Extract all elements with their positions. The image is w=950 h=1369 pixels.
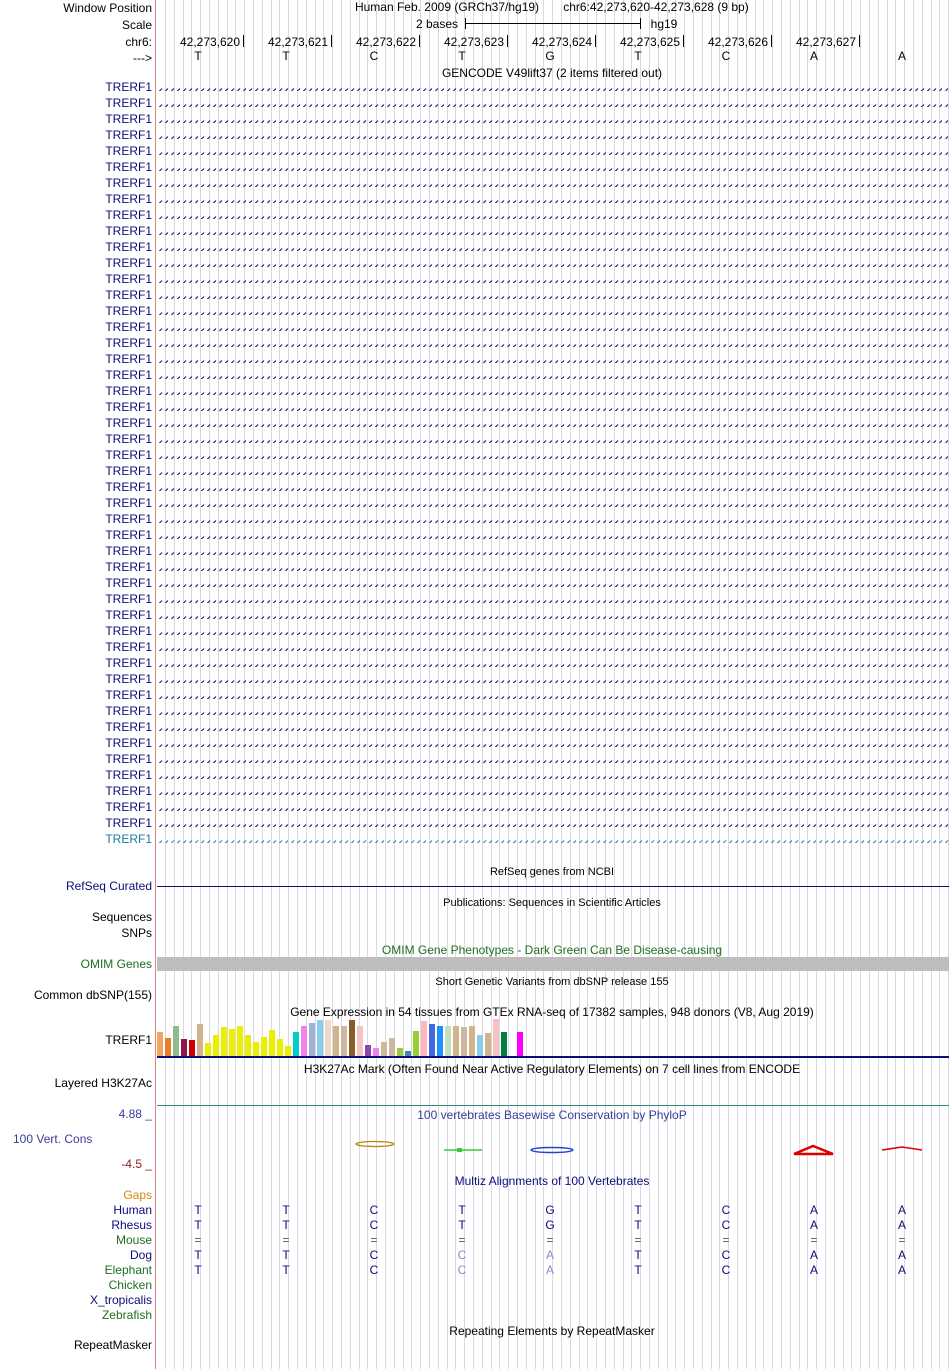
- gencode-transcript-arrow[interactable]: [157, 404, 949, 411]
- gencode-gene-label[interactable]: TRERF1: [105, 432, 152, 446]
- gtex-tissue-bar[interactable]: [317, 1020, 323, 1056]
- coordinate-label: 42,273,626: [707, 35, 769, 49]
- gtex-tissue-bar[interactable]: [157, 1032, 163, 1056]
- multiz-base: A: [897, 1218, 907, 1232]
- gtex-tissue-bar[interactable]: [389, 1038, 395, 1056]
- gencode-transcript-arrow[interactable]: [157, 116, 949, 123]
- gtex-tissue-bar[interactable]: [205, 1043, 211, 1056]
- gtex-tissue-bar[interactable]: [253, 1042, 259, 1056]
- gencode-gene-label[interactable]: TRERF1: [105, 160, 152, 174]
- coordinate-tick: [419, 35, 420, 47]
- multiz-base: A: [897, 1203, 907, 1217]
- coordinate-label: 42,273,623: [443, 35, 505, 49]
- gencode-transcript-arrow[interactable]: [157, 196, 949, 203]
- gtex-tissue-bar[interactable]: [309, 1023, 315, 1056]
- multiz-base: T: [634, 1218, 642, 1232]
- assembly-label: Human Feb. 2009 (GRCh37/hg19): [354, 0, 540, 14]
- gtex-tissue-bar[interactable]: [245, 1035, 251, 1056]
- reference-base: T: [194, 49, 202, 63]
- strand-label: --->: [133, 51, 152, 65]
- gencode-gene-label[interactable]: TRERF1: [105, 576, 152, 590]
- gencode-title: GENCODE V49lift37 (2 items filtered out): [441, 66, 663, 80]
- gencode-gene-label[interactable]: TRERF1: [105, 512, 152, 526]
- multiz-base: T: [634, 1263, 642, 1277]
- gencode-transcript-arrow[interactable]: [157, 820, 949, 827]
- multiz-base: A: [809, 1263, 819, 1277]
- snps-label[interactable]: SNPs: [121, 926, 152, 940]
- gencode-transcript-arrow[interactable]: [157, 724, 949, 731]
- label-separator: [155, 0, 156, 1369]
- gtex-tissue-bar[interactable]: [477, 1035, 483, 1056]
- phylop-base-glyphs: [157, 1135, 949, 1165]
- gtex-tissue-bar[interactable]: [429, 1024, 435, 1056]
- multiz-base: A: [809, 1248, 819, 1262]
- coordinate-tick: [507, 35, 508, 47]
- gencode-gene-label[interactable]: TRERF1: [105, 752, 152, 766]
- multiz-base: T: [634, 1248, 642, 1262]
- reference-base: C: [721, 49, 731, 63]
- gtex-tissue-bar[interactable]: [453, 1026, 459, 1056]
- gencode-transcript-arrow[interactable]: [157, 308, 949, 315]
- multiz-base: T: [458, 1203, 466, 1217]
- gencode-gene-label[interactable]: TRERF1: [105, 400, 152, 414]
- gencode-gene-label[interactable]: TRERF1: [105, 480, 152, 494]
- coordinate-tick: [859, 35, 860, 47]
- gencode-gene-label[interactable]: TRERF1: [105, 352, 152, 366]
- gencode-gene-label[interactable]: TRERF1: [105, 560, 152, 574]
- reference-base: C: [369, 49, 379, 63]
- gencode-transcript-arrow[interactable]: [157, 740, 949, 747]
- gtex-tissue-bar[interactable]: [485, 1033, 491, 1056]
- gencode-transcript-arrow[interactable]: [157, 772, 949, 779]
- coordinate-label: 42,273,624: [531, 35, 593, 49]
- window-position-label: Window Position: [63, 1, 152, 15]
- gencode-gene-label[interactable]: TRERF1: [105, 688, 152, 702]
- multiz-base: A: [809, 1203, 819, 1217]
- gencode-transcript-arrow[interactable]: [157, 612, 949, 619]
- gencode-transcript-arrow[interactable]: [157, 324, 949, 331]
- gencode-gene-label[interactable]: TRERF1: [105, 832, 152, 846]
- gencode-transcript-arrow[interactable]: [157, 628, 949, 635]
- gtex-tissue-bar[interactable]: [437, 1026, 443, 1056]
- gencode-gene-label[interactable]: TRERF1: [105, 224, 152, 238]
- h3k27ac-label[interactable]: Layered H3K27Ac: [54, 1076, 152, 1090]
- gtex-tissue-bar[interactable]: [333, 1026, 339, 1056]
- multiz-base: =: [194, 1233, 202, 1247]
- gencode-transcript-arrow[interactable]: [157, 804, 949, 811]
- gencode-gene-label[interactable]: TRERF1: [105, 288, 152, 302]
- multiz-species-label[interactable]: Chicken: [108, 1278, 152, 1292]
- gencode-gene-label[interactable]: TRERF1: [105, 208, 152, 222]
- phylop-glyph-T-mark: [457, 1148, 462, 1152]
- multiz-base: =: [282, 1233, 290, 1247]
- coordinate-label: 42,273,627: [795, 35, 857, 49]
- gencode-gene-label[interactable]: TRERF1: [105, 496, 152, 510]
- gtex-tissue-bar[interactable]: [285, 1046, 291, 1056]
- multiz-species-label[interactable]: Human: [113, 1203, 152, 1217]
- gtex-tissue-bar[interactable]: [469, 1026, 475, 1056]
- multiz-species-label[interactable]: Mouse: [115, 1233, 152, 1247]
- gencode-transcript-arrow[interactable]: [157, 228, 949, 235]
- multiz-base: C: [369, 1263, 379, 1277]
- gencode-gene-label[interactable]: TRERF1: [105, 544, 152, 558]
- multiz-base: T: [194, 1218, 202, 1232]
- multiz-base: T: [194, 1248, 202, 1262]
- dbsnp-title: Short Genetic Variants from dbSNP release 155: [435, 976, 669, 988]
- gencode-gene-label[interactable]: TRERF1: [105, 416, 152, 430]
- gencode-gene-label[interactable]: TRERF1: [105, 256, 152, 270]
- multiz-base: C: [721, 1218, 731, 1232]
- gencode-gene-label[interactable]: TRERF1: [105, 176, 152, 190]
- gencode-gene-label[interactable]: TRERF1: [105, 80, 152, 94]
- phylop-label[interactable]: 100 Vert. Cons: [13, 1132, 93, 1146]
- phylop-glyph-C: [356, 1142, 394, 1147]
- coordinate-label: 42,273,622: [355, 35, 417, 49]
- gtex-tissue-bar[interactable]: [301, 1026, 307, 1056]
- gencode-transcript-arrow[interactable]: [157, 484, 949, 491]
- gencode-gene-label[interactable]: TRERF1: [105, 336, 152, 350]
- gencode-gene-label[interactable]: TRERF1: [105, 240, 152, 254]
- gtex-label[interactable]: TRERF1: [105, 1033, 152, 1047]
- gencode-transcript-arrow[interactable]: [157, 660, 949, 667]
- refseq-line[interactable]: [157, 886, 949, 887]
- coordinate-label: 42,273,625: [619, 35, 681, 49]
- multiz-base: A: [897, 1248, 907, 1262]
- repeatmasker-title: Repeating Elements by RepeatMasker: [449, 1324, 655, 1338]
- chrom-label: chr6:: [125, 35, 152, 49]
- gencode-transcript-arrow[interactable]: [157, 388, 949, 395]
- gencode-transcript-arrow[interactable]: [157, 580, 949, 587]
- coordinate-tick: [683, 35, 684, 47]
- gencode-gene-label[interactable]: TRERF1: [105, 272, 152, 286]
- gencode-transcript-arrow[interactable]: [157, 692, 949, 699]
- refseq-title: RefSeq genes from NCBI: [489, 866, 615, 878]
- gtex-tissue-bar[interactable]: [341, 1026, 347, 1056]
- gencode-gene-label[interactable]: TRERF1: [105, 608, 152, 622]
- gencode-gene-label[interactable]: TRERF1: [105, 784, 152, 798]
- gtex-tissue-bar[interactable]: [237, 1026, 243, 1056]
- gencode-gene-label[interactable]: TRERF1: [105, 304, 152, 318]
- gencode-transcript-arrow[interactable]: [157, 244, 949, 251]
- gencode-transcript-arrow[interactable]: [157, 276, 949, 283]
- gencode-transcript-arrow[interactable]: [157, 212, 949, 219]
- gencode-gene-label[interactable]: TRERF1: [105, 640, 152, 654]
- gencode-transcript-arrow[interactable]: [157, 468, 949, 475]
- gencode-gene-label[interactable]: TRERF1: [105, 464, 152, 478]
- gencode-transcript-arrow[interactable]: [157, 644, 949, 651]
- gencode-gene-label[interactable]: TRERF1: [105, 384, 152, 398]
- multiz-base: A: [545, 1248, 555, 1262]
- gtex-tissue-bar[interactable]: [373, 1048, 379, 1056]
- gtex-tissue-bar[interactable]: [189, 1040, 195, 1056]
- gtex-tissue-bar[interactable]: [397, 1048, 403, 1056]
- h3k27ac-title: H3K27Ac Mark (Often Found Near Active Regulatory Elements) on 7 cell lines from ENCODE: [303, 1062, 801, 1076]
- refseq-label[interactable]: RefSeq Curated: [65, 879, 152, 893]
- dbsnp-label[interactable]: Common dbSNP(155): [33, 988, 152, 1002]
- gencode-transcript-arrow[interactable]: [157, 676, 949, 683]
- scale-db: hg19: [650, 17, 678, 31]
- gtex-tissue-bar[interactable]: [229, 1029, 235, 1056]
- multiz-base: =: [546, 1233, 554, 1247]
- multiz-base: =: [722, 1233, 730, 1247]
- gtex-tissue-bar[interactable]: [365, 1045, 371, 1056]
- phylop-max-label: 4.88 _: [118, 1107, 152, 1121]
- multiz-species-label[interactable]: Elephant: [104, 1263, 152, 1277]
- gencode-transcript-arrow[interactable]: [157, 372, 949, 379]
- position-label: chr6:42,273,620-42,273,628 (9 bp): [563, 0, 749, 14]
- multiz-species-label[interactable]: X_tropicalis: [89, 1293, 152, 1307]
- gencode-transcript-arrow[interactable]: [157, 180, 949, 187]
- gtex-tissue-bar[interactable]: [325, 1020, 331, 1056]
- multiz-title: Multiz Alignments of 100 Vertebrates: [454, 1174, 650, 1188]
- gtex-gene-line: [157, 1056, 949, 1058]
- repeatmasker-label[interactable]: RepeatMasker: [73, 1338, 152, 1352]
- gencode-transcript-arrow[interactable]: [157, 148, 949, 155]
- multiz-base: C: [369, 1218, 379, 1232]
- gtex-tissue-bar[interactable]: [413, 1031, 419, 1056]
- gtex-tissue-bar[interactable]: [421, 1021, 427, 1056]
- multiz-base: =: [810, 1233, 818, 1247]
- phylop-title: 100 vertebrates Basewise Conservation by PhyloP: [417, 1108, 687, 1122]
- gtex-tissue-bar[interactable]: [181, 1039, 187, 1056]
- gtex-tissue-bar[interactable]: [381, 1042, 387, 1056]
- gtex-tissue-bar[interactable]: [493, 1019, 499, 1056]
- gencode-gene-label[interactable]: TRERF1: [105, 96, 152, 110]
- gencode-transcript-arrow[interactable]: [157, 500, 949, 507]
- gencode-transcript-arrow[interactable]: [157, 164, 949, 171]
- gencode-gene-label[interactable]: TRERF1: [105, 592, 152, 606]
- gencode-transcript-arrow[interactable]: [157, 420, 949, 427]
- coordinate-tick: [771, 35, 772, 47]
- gencode-gene-label[interactable]: TRERF1: [105, 656, 152, 670]
- multiz-base: C: [721, 1263, 731, 1277]
- scale-bar-right-tick: [640, 18, 641, 29]
- scale-bar: [465, 23, 641, 24]
- multiz-base: A: [897, 1263, 907, 1277]
- reference-base: A: [897, 49, 907, 63]
- gencode-gene-label[interactable]: TRERF1: [105, 624, 152, 638]
- gtex-tissue-bar[interactable]: [357, 1026, 363, 1056]
- gtex-tissue-bar[interactable]: [293, 1032, 299, 1056]
- gencode-transcript-arrow[interactable]: [157, 516, 949, 523]
- gtex-tissue-bar[interactable]: [517, 1032, 523, 1056]
- gencode-gene-label[interactable]: TRERF1: [105, 768, 152, 782]
- multiz-species-label[interactable]: Rhesus: [111, 1218, 152, 1232]
- gencode-transcript-arrow[interactable]: [157, 100, 949, 107]
- gencode-transcript-arrow[interactable]: [157, 708, 949, 715]
- multiz-base: C: [721, 1203, 731, 1217]
- gtex-tissue-bar[interactable]: [269, 1030, 275, 1056]
- gencode-transcript-arrow[interactable]: [157, 356, 949, 363]
- gencode-gene-label[interactable]: TRERF1: [105, 736, 152, 750]
- scale-bar-left-tick: [465, 18, 466, 29]
- gencode-gene-label[interactable]: TRERF1: [105, 816, 152, 830]
- h3k27ac-baseline: [157, 1105, 949, 1106]
- gencode-gene-label[interactable]: TRERF1: [105, 448, 152, 462]
- publications-title: Publications: Sequences in Scientific Articles: [443, 897, 661, 909]
- gencode-transcript-arrow[interactable]: [157, 260, 949, 267]
- gencode-transcript-arrow[interactable]: [157, 340, 949, 347]
- multiz-base: T: [282, 1248, 290, 1262]
- gencode-gene-label[interactable]: TRERF1: [105, 368, 152, 382]
- multiz-base: C: [721, 1248, 731, 1262]
- gencode-transcript-arrow[interactable]: [157, 788, 949, 795]
- sequences-label[interactable]: Sequences: [91, 910, 152, 924]
- coordinate-label: 42,273,621: [267, 35, 329, 49]
- multiz-base: A: [545, 1263, 555, 1277]
- multiz-base: T: [282, 1203, 290, 1217]
- gtex-tissue-bar[interactable]: [261, 1037, 267, 1056]
- gtex-tissue-bar[interactable]: [501, 1032, 507, 1056]
- gtex-tissue-bar[interactable]: [197, 1024, 203, 1056]
- gencode-gene-label[interactable]: TRERF1: [105, 192, 152, 206]
- gtex-tissue-bar[interactable]: [277, 1039, 283, 1056]
- phylop-glyph-G: [531, 1148, 573, 1153]
- coordinate-tick: [243, 35, 244, 47]
- multiz-base: C: [369, 1203, 379, 1217]
- gtex-tissue-bar[interactable]: [165, 1038, 171, 1056]
- multiz-base: T: [282, 1218, 290, 1232]
- scale-label: Scale: [121, 18, 152, 32]
- gencode-gene-label[interactable]: TRERF1: [105, 112, 152, 126]
- phylop-glyph-A1: [794, 1146, 833, 1154]
- multiz-base: =: [634, 1233, 642, 1247]
- gencode-transcript-arrow[interactable]: [157, 836, 949, 843]
- multiz-species-label[interactable]: Zebrafish: [101, 1308, 152, 1322]
- multiz-base: C: [457, 1263, 467, 1277]
- gencode-transcript-arrow[interactable]: [157, 436, 949, 443]
- gtex-tissue-bar[interactable]: [213, 1035, 219, 1056]
- phylop-min-label: -4.5 _: [121, 1157, 152, 1171]
- gencode-transcript-arrow[interactable]: [157, 84, 949, 91]
- gencode-gene-label[interactable]: TRERF1: [105, 800, 152, 814]
- multiz-base: G: [545, 1218, 555, 1232]
- reference-base: G: [545, 49, 555, 63]
- multiz-base: T: [194, 1203, 202, 1217]
- omim-label[interactable]: OMIM Genes: [80, 957, 152, 971]
- omim-title: OMIM Gene Phenotypes - Dark Green Can Be Disease-causing: [381, 943, 723, 957]
- gencode-transcript-arrow[interactable]: [157, 292, 949, 299]
- gencode-transcript-arrow[interactable]: [157, 452, 949, 459]
- multiz-species-label[interactable]: Dog: [129, 1248, 152, 1262]
- gencode-gene-label[interactable]: TRERF1: [105, 704, 152, 718]
- gencode-transcript-arrow[interactable]: [157, 596, 949, 603]
- multiz-base: T: [634, 1203, 642, 1217]
- multiz-gaps-label[interactable]: Gaps: [123, 1188, 152, 1202]
- gencode-gene-label[interactable]: TRERF1: [105, 320, 152, 334]
- phylop-glyph-A2: [882, 1147, 922, 1150]
- multiz-base: =: [370, 1233, 378, 1247]
- reference-base: T: [634, 49, 642, 63]
- gencode-transcript-arrow[interactable]: [157, 532, 949, 539]
- gencode-transcript-arrow[interactable]: [157, 548, 949, 555]
- multiz-base: =: [898, 1233, 906, 1247]
- gencode-gene-label[interactable]: TRERF1: [105, 672, 152, 686]
- gencode-gene-label[interactable]: TRERF1: [105, 528, 152, 542]
- multiz-base: A: [809, 1218, 819, 1232]
- gtex-tissue-bar[interactable]: [349, 1020, 355, 1056]
- multiz-base: G: [545, 1203, 555, 1217]
- gencode-gene-label[interactable]: TRERF1: [105, 720, 152, 734]
- coordinate-tick: [331, 35, 332, 47]
- scale-bases: 2 bases: [415, 17, 459, 31]
- multiz-base: C: [369, 1248, 379, 1262]
- gtex-tissue-bar[interactable]: [461, 1027, 467, 1056]
- coordinate-label: 42,273,620: [179, 35, 241, 49]
- gencode-transcript-arrow[interactable]: [157, 132, 949, 139]
- multiz-base: T: [194, 1263, 202, 1277]
- gencode-gene-label[interactable]: TRERF1: [105, 128, 152, 142]
- gtex-tissue-bar[interactable]: [173, 1026, 179, 1056]
- gtex-title: Gene Expression in 54 tissues from GTEx RNA-seq of 17382 samples, 948 donors (V8, Aug 2019): [290, 1005, 814, 1019]
- multiz-base: T: [458, 1218, 466, 1232]
- gtex-tissue-bar[interactable]: [445, 1026, 451, 1056]
- coordinate-tick: [595, 35, 596, 47]
- omim-feature-bar[interactable]: [157, 957, 949, 971]
- reference-base: A: [809, 49, 819, 63]
- gencode-transcript-arrow[interactable]: [157, 564, 949, 571]
- reference-base: T: [458, 49, 466, 63]
- multiz-base: =: [458, 1233, 466, 1247]
- multiz-base: T: [282, 1263, 290, 1277]
- reference-base: T: [282, 49, 290, 63]
- gencode-transcript-arrow[interactable]: [157, 756, 949, 763]
- gtex-tissue-bar[interactable]: [221, 1027, 227, 1056]
- gencode-gene-label[interactable]: TRERF1: [105, 144, 152, 158]
- multiz-base: C: [457, 1248, 467, 1262]
